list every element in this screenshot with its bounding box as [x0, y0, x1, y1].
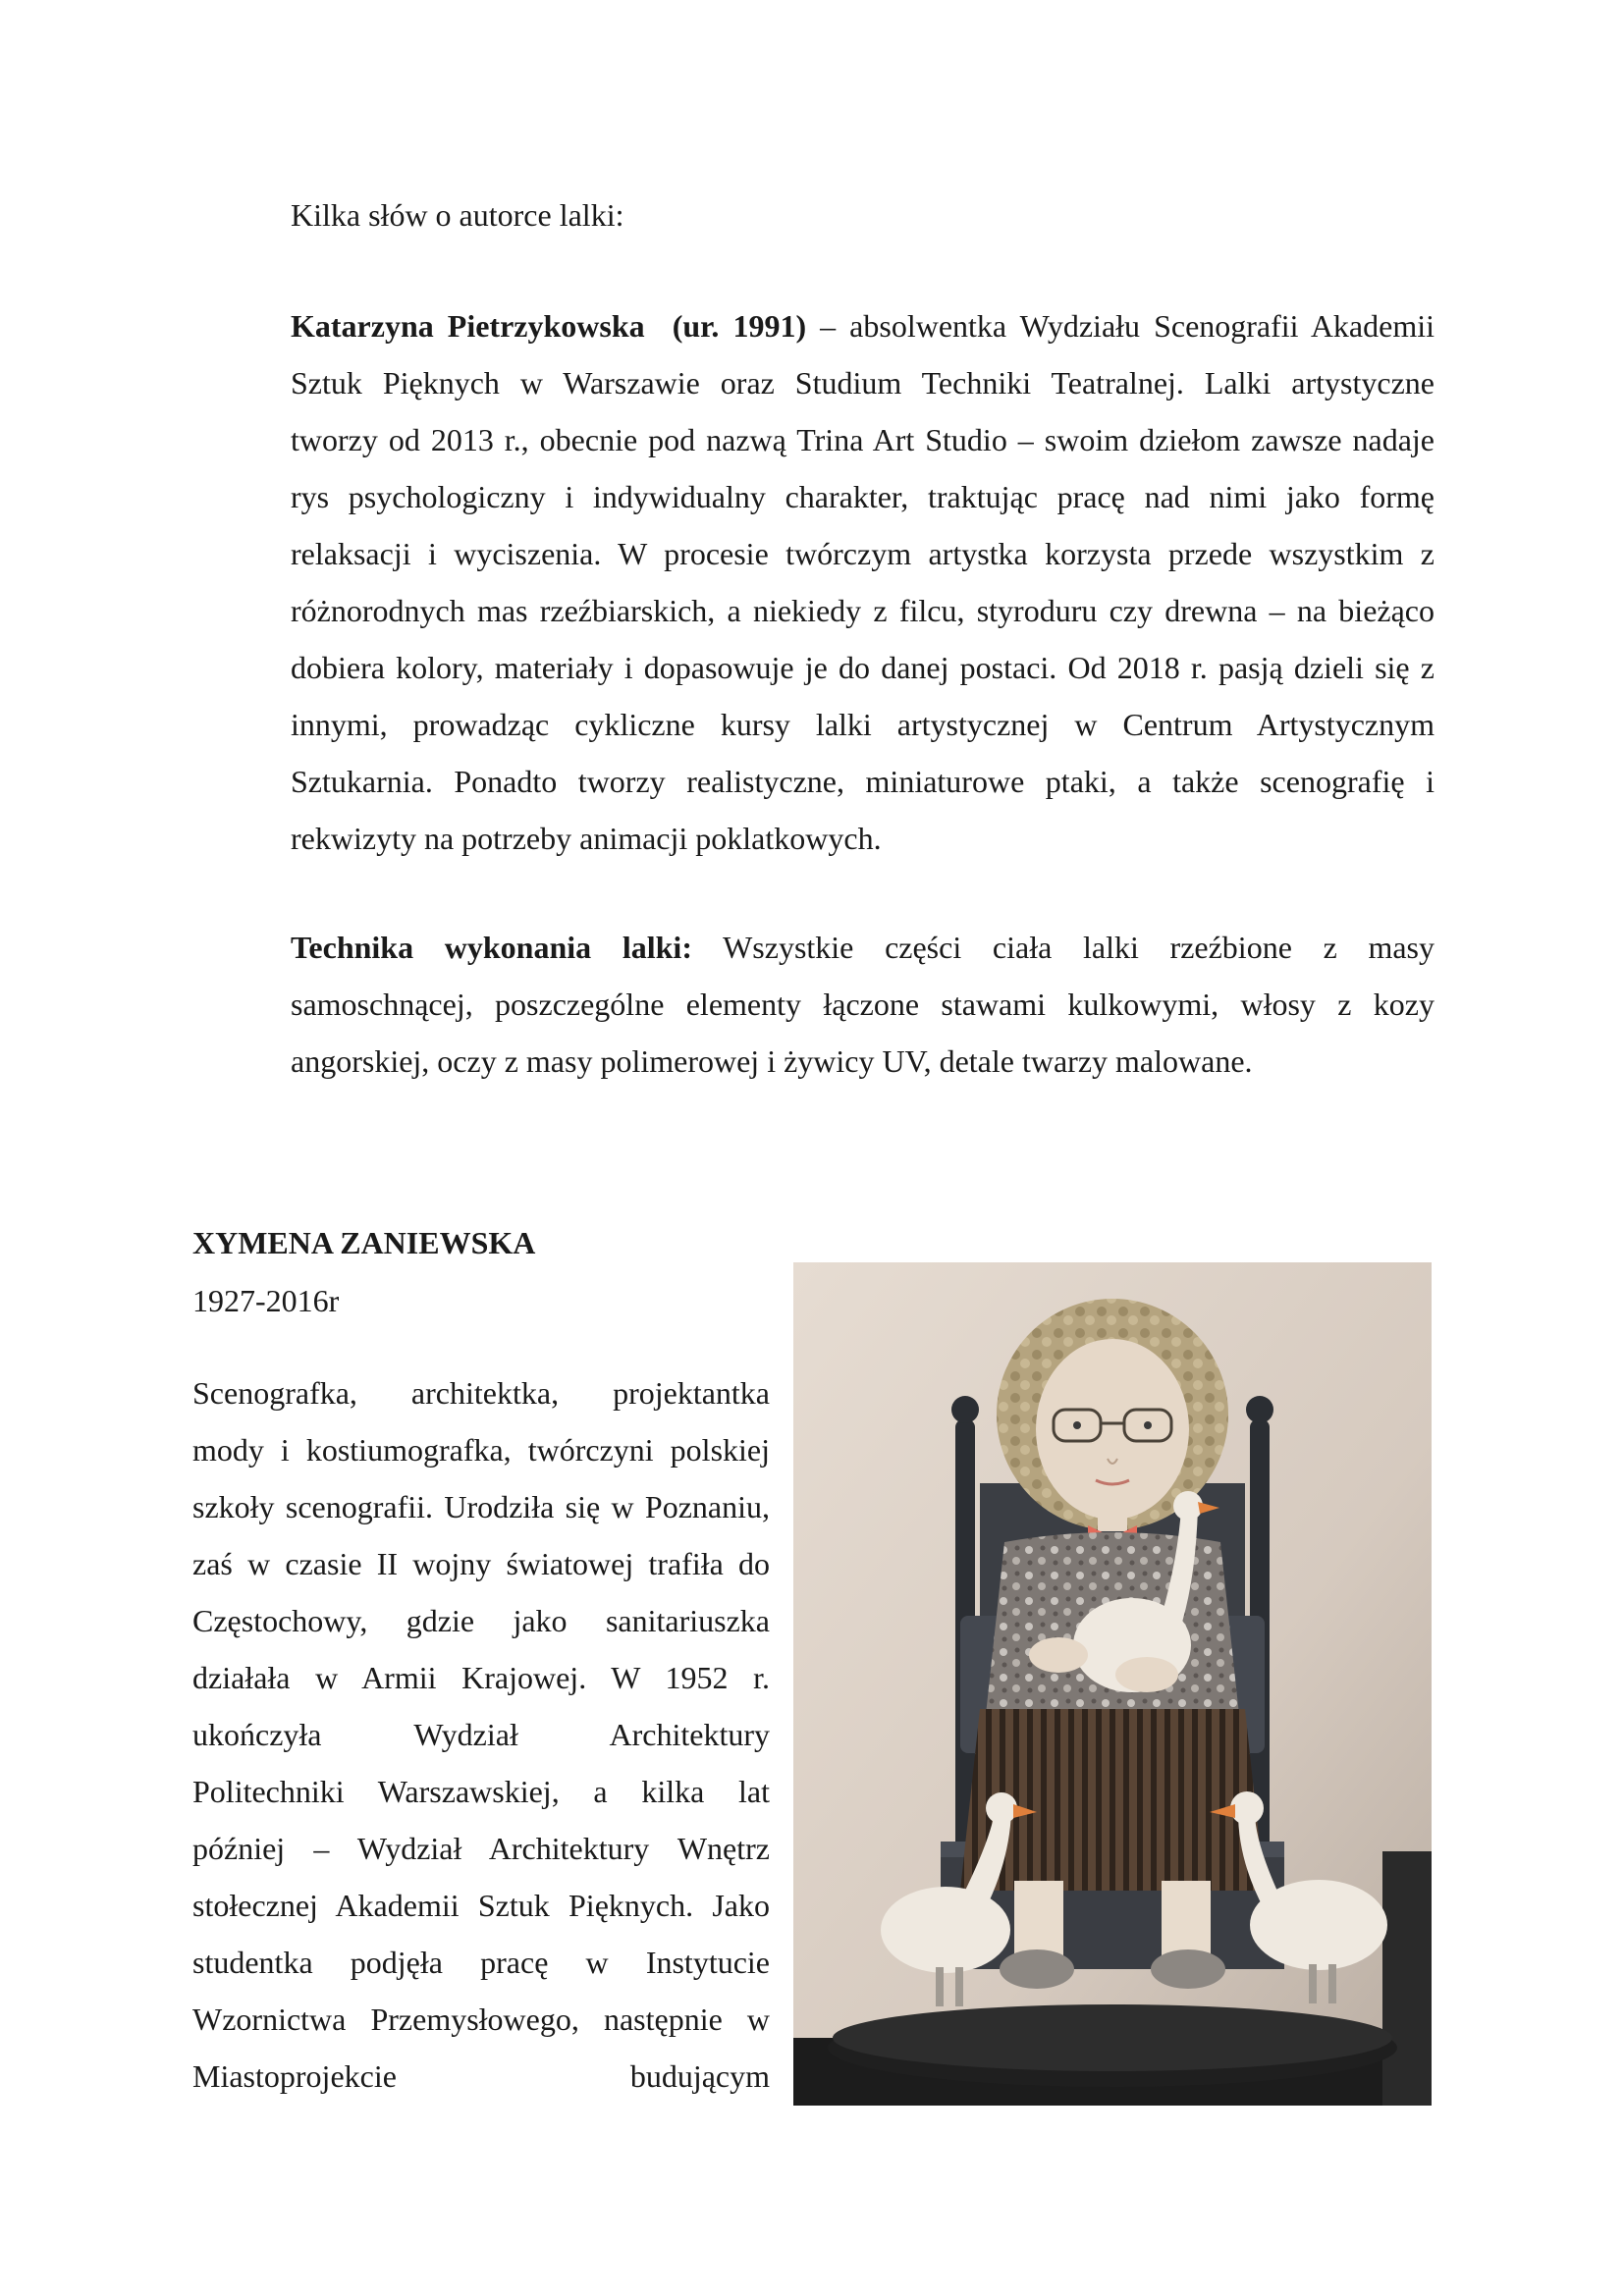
xz-line: Politechniki Warszawskiej, a kilka lat	[192, 1774, 770, 1809]
bio-line: Sztuk Pięknych w Warszawie oraz Studium Techniki Teatralnej. Lalki artystyczne	[291, 365, 1435, 400]
xz-line: zaś w czasie II wojny światowej trafiła do	[192, 1546, 770, 1581]
author-bio-paragraph	[291, 297, 1435, 867]
xz-line: później – Wydział Architektury Wnętrz	[192, 1831, 770, 1866]
technique-label: Technika wykonania lalki:	[291, 930, 692, 965]
photo-doll-face	[1036, 1339, 1189, 1520]
doll-photo	[793, 1262, 1432, 2106]
bio-line: rekwizyty na potrzeby animacji poklatkowych.	[291, 821, 882, 856]
xz-line: szkoły scenografii. Urodziła się w Poznaniu,	[192, 1489, 770, 1524]
bio-line: innymi, prowadząc cykliczne kursy lalki artystycznej w Centrum Artystycznym	[291, 707, 1435, 742]
technique-line	[291, 919, 1435, 976]
technique-paragraph	[291, 919, 1435, 1090]
section-heading: XYMENA ZANIEWSKA	[192, 1225, 536, 1260]
technique-line-text: Wszystkie części ciała lalki rzeźbione z masy	[691, 930, 1435, 965]
xz-line: działała w Armii Krajowej. W 1952 r.	[192, 1660, 770, 1695]
bio-line: tworzy od 2013 r., obecnie pod nazwą Trina Art Studio – swoim dziełom zawsze nadaje	[291, 422, 1435, 457]
xz-line: Wzornictwa Przemysłowego, następnie w	[192, 2002, 770, 2037]
bio-line: relaksacji i wyciszenia. W procesie twórczym artystka korzysta przede wszystkim z	[291, 536, 1435, 571]
author-birth: (ur. 1991)	[672, 308, 807, 344]
xz-line: ukończyła Wydział Architektury	[192, 1717, 770, 1752]
bio-line: dobiera kolory, materiały i dopasowuje je do danej postaci. Od 2018 r. pasją dzieli się z	[291, 650, 1435, 685]
bio-line: rys psychologiczny i indywidualny charakter, traktując pracę nad nimi jako formę	[291, 479, 1435, 514]
technique-line: angorskiej, oczy z masy polimerowej i żywicy UV, detale twarzy malowane.	[291, 1043, 1253, 1079]
xz-line: stołecznej Akademii Sztuk Pięknych. Jako	[192, 1888, 770, 1923]
bio-line: Sztukarnia. Ponadto tworzy realistyczne, miniaturowe ptaki, a także scenografię i	[291, 764, 1435, 799]
intro-heading: Kilka słów o autorce lalki:	[291, 197, 624, 233]
bio-line	[291, 297, 1435, 354]
xz-line: Częstochowy, gdzie jako sanitariuszka	[192, 1603, 770, 1638]
bio-line: różnorodnych mas rzeźbiarskich, a niekiedy z filcu, styroduru czy drewna – na bieżąco	[291, 593, 1435, 628]
xz-line: studentka podjęła pracę w Instytucie	[192, 1945, 770, 1980]
xz-line: mody i kostiumografka, twórczyni polskiej	[192, 1432, 770, 1468]
xz-line: Miastoprojekcie budującym	[192, 2058, 770, 2094]
author-name: Katarzyna Pietrzykowska	[291, 308, 645, 344]
xymena-bio-paragraph	[192, 1364, 770, 2105]
bio-line-text: – absolwentka Wydziału Scenografii Akademii	[806, 308, 1435, 344]
xz-line: Scenografka, architektka, projektantka	[192, 1375, 770, 1411]
technique-line: samoschnącej, poszczególne elementy łączone stawami kulkowymi, włosy z kozy	[291, 987, 1435, 1022]
section-dates: 1927-2016r	[192, 1283, 340, 1318]
